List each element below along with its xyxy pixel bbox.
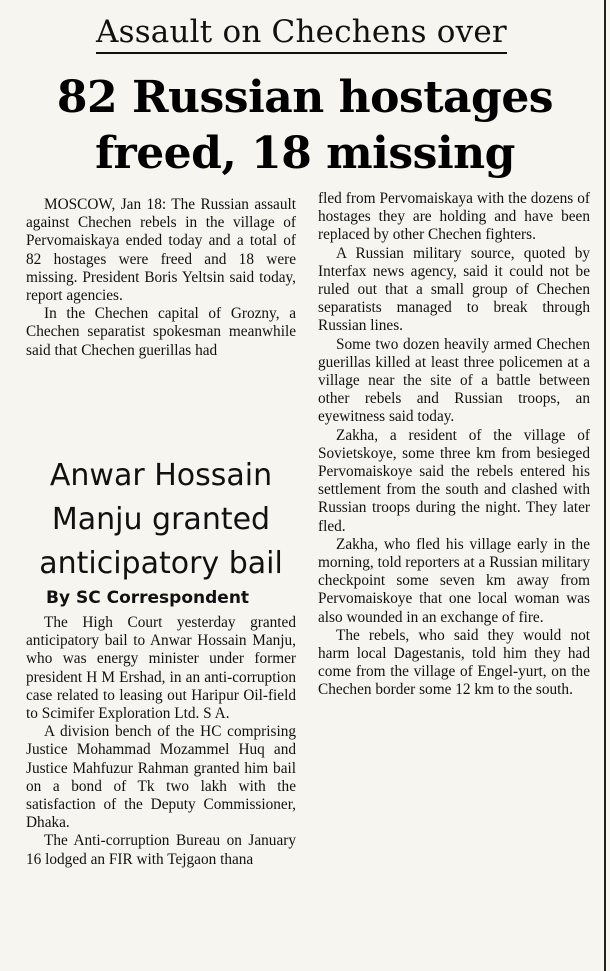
article-headline [0,70,610,182]
article2-headline-line-1: Anwar Hossain [49,458,273,493]
headline-line-1: 82 Russian hostages [56,72,554,123]
article1-paragraph: MOSCOW, Jan 18: The Russian assault against Chechen rebels in the village of Pervomaiskaya ended today and a total of 82 hostages were freed and 18 were missing. President Boris Yeltsin said today, report agencies. [26,196,296,305]
article2-headline-line-3: anticipatory bail [39,546,283,581]
article1-paragraph: The rebels, who said they would not harm local Dagestanis, told him they had come from the village of Engel-yurt, on the Chechen border some 12 km to the south. [318,626,590,699]
article2-paragraph: A division bench of the HC comprising Justice Mohammad Mozammel Huq and Justice Mahfuzur Rahman granted him bail on a bond of Tk two lakh with the satisfaction of the Deputy Commissioner, Dhaka. [26,723,296,832]
article1-paragraph: A Russian military source, quoted by Interfax news agency, said it could not be ruled out that a small group of Chechen separatists managed to break through Russian lines. [318,244,590,335]
article1-paragraph: Zakha, who fled his village early in the morning, told reporters at a Russian military checkpoint some seven km away from Pervomaiskoye that one local woman was also wounded in an exchange of fire. [318,535,590,626]
article2-byline: By SC Correspondent [46,588,250,608]
article1-paragraph: In the Chechen capital of Grozny, a Chechen separatist spokesman meanwhile said that Chechen guerillas had [26,305,296,359]
article1-paragraph: fled from Pervomaiskaya with the dozens of hostages they are holding and have been replaced by other Chechen fighters. [318,190,590,244]
article2-paragraph: The Anti-corruption Bureau on January 16 lodged an FIR with Tejgaon thana [26,832,296,868]
article1-right-column [318,190,590,700]
article1-paragraph: Zakha, a resident of the village of Sovietskoye, some three km from besieged Pervomaiskoye said the rebels entered his settlement from the south and clashed with Russian troops during the night. They later fled. [318,426,590,535]
headline-line-2: freed, 18 missing [95,128,515,179]
article2-column [26,614,296,869]
article1-paragraph: Some two dozen heavily armed Chechen guerillas killed at least three policemen at a village near the site of a battle between other rebels and Russian troops, an eyewitness said today. [318,335,590,426]
article2-headline-line-2: Manju granted [51,502,271,537]
article1-left-column [26,196,296,360]
article2-paragraph: The High Court yesterday granted anticipatory bail to Anwar Hossain Manju, who was energy minister under former president H M Ershad, in an anti-corruption case related to leasing out Haripur Oil-field to Scimifer Exploration Ltd. S A. [26,614,296,723]
article-kicker: Assault on Chechens over [96,14,507,54]
article2-headline [16,454,306,586]
